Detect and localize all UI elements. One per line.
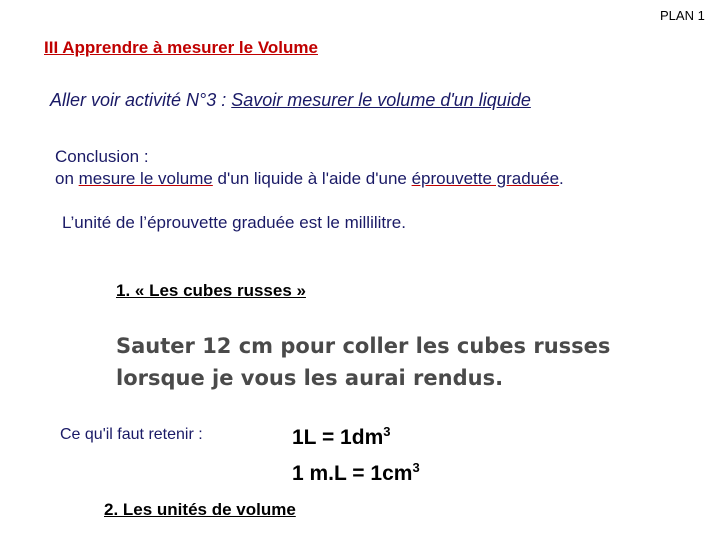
section-title: III Apprendre à mesurer le Volume — [44, 38, 318, 57]
activity-link[interactable]: Savoir mesurer le volume d'un liquide — [231, 90, 531, 110]
conclusion-keyword-measure: mesure le volume — [78, 169, 213, 188]
conclusion-keyword-cylinder: éprouvette graduée — [411, 169, 560, 188]
activity-line — [50, 90, 531, 111]
conclusion-block — [55, 146, 564, 190]
equation-2-exponent: 3 — [412, 460, 420, 475]
unit-statement: L’unité de l’éprouvette graduée est le millilitre. — [62, 213, 406, 232]
conclusion-text-end: . — [559, 169, 564, 188]
plan-label: PLAN 1 — [660, 8, 705, 23]
equation-2-text: 1 m.L = 1cm — [292, 462, 413, 485]
retain-label: Ce qu'il faut retenir : — [60, 426, 203, 443]
activity-prefix: Aller voir activité N°3 : — [50, 90, 232, 110]
exercise-instruction — [116, 330, 610, 394]
conclusion-text-part2: d'un liquide à l'aide d'une — [212, 169, 412, 188]
equation-liter-dm3 — [292, 424, 390, 450]
equation-ml-cm3 — [292, 460, 420, 486]
conclusion-text-part1: on — [55, 169, 79, 188]
next-section-title: 2. Les unités de volume — [104, 500, 296, 519]
equation-1-exponent: 3 — [383, 424, 391, 439]
equation-1-text: 1L = 1dm — [292, 426, 384, 449]
conclusion-heading: Conclusion : — [55, 147, 149, 166]
exercise-instruction-line2: lorsque je vous les aurai rendus. — [116, 366, 504, 390]
exercise-instruction-line1: Sauter 12 cm pour coller les cubes russes — [116, 334, 611, 358]
conclusion-text — [55, 168, 564, 190]
exercise-title: 1. « Les cubes russes » — [116, 281, 306, 300]
